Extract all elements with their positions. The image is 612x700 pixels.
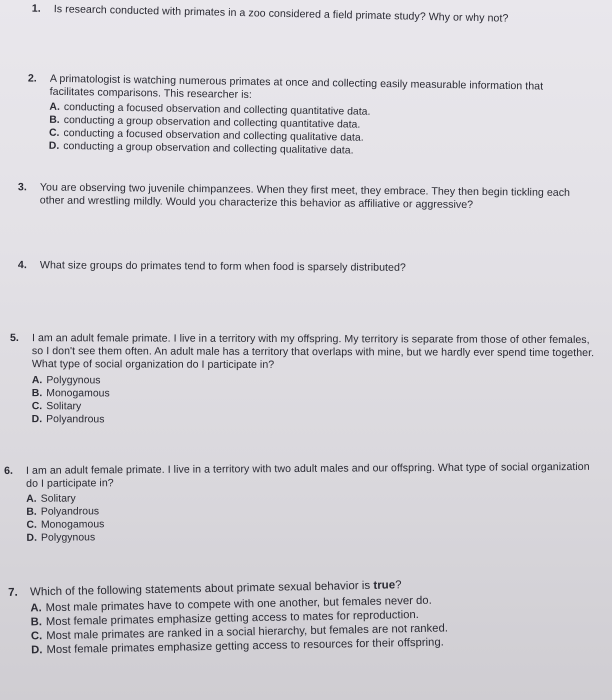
question-text-part: ? (395, 579, 402, 592)
answer-option (26, 528, 604, 545)
question-text: A primatologist is watching numerous primates at once and collecting easily measurable information that facilitates comparisons. This researcher is: (49, 72, 544, 102)
question-number: 3. (17, 181, 27, 194)
question-text: What size groups do primates tend to form when food is sparsely distributed? (39, 259, 406, 274)
option-letter: C. (26, 520, 37, 532)
question-4 (0, 259, 593, 276)
question-number: 4. (17, 259, 27, 272)
option-text: Monogamous (46, 387, 110, 400)
option-letter: D. (31, 413, 43, 425)
option-letter: A. (30, 602, 42, 615)
question-1 (0, 2, 592, 28)
option-text: Solitary (46, 400, 82, 412)
question-2 (0, 72, 588, 162)
question-6 (0, 461, 605, 546)
option-text: Most female primates emphasize getting access to mates for reproduction. (45, 609, 420, 629)
option-letter: D. (31, 644, 43, 657)
option-letter: B. (30, 616, 43, 629)
answer-options (27, 101, 588, 162)
option-letter: D. (48, 141, 60, 153)
answer-options (10, 374, 595, 428)
question-text: Is research conducted with primates in a zoo considered a field primate study? Why or why not? (53, 3, 509, 25)
option-text: conducting a group observation and collecting quantitative data. (63, 115, 361, 132)
option-letter: C. (30, 630, 43, 643)
option-letter: A. (49, 102, 61, 114)
question-number: 7. (8, 586, 18, 599)
option-text: conducting a focused observation and collecting qualitative data. (63, 128, 364, 145)
question-5 (0, 332, 595, 428)
question-text: I am an adult female primate. I live in a territory with my offspring. My territory is separate from those of other females, so I don't see them often. An adult male has a territory that overlaps with mine, but we hardly ever spend time together. What type of social organization do I participate in? (31, 332, 595, 372)
option-text: Most male primates are ranked in a social hierarchy, but females are not ranked. (46, 622, 449, 643)
option-letter: C. (31, 400, 43, 412)
answer-options (4, 489, 604, 545)
option-letter: A. (31, 374, 43, 386)
answer-options (8, 591, 609, 659)
option-letter: B. (31, 387, 43, 399)
answer-option (32, 413, 595, 428)
question-number: 6. (3, 464, 14, 477)
option-text: conducting a focused observation and collecting quantitative data. (63, 102, 371, 119)
question-number: 5. (9, 332, 19, 345)
question-number: 2. (27, 72, 37, 85)
question-7 (0, 574, 609, 658)
option-letter: D. (26, 533, 38, 545)
option-letter: B. (26, 507, 37, 519)
question-number: 1. (31, 2, 41, 15)
option-text: Most male primates have to compete with one another, but females never do. (45, 594, 432, 615)
option-text: Solitary (40, 493, 76, 506)
option-text: Most female primates emphasize getting access to resources for their offspring. (46, 636, 444, 657)
question-text-emphasis: true (373, 579, 396, 592)
option-text: Polyandrous (40, 506, 100, 519)
option-text: Polygynous (40, 532, 96, 545)
question-text: You are observing two juvenile chimpanzees. When they first meet, they embrace. They then begin tickling each other and wrestling mildly. Would you characterize this behavior as affiliative or aggressive? (39, 181, 571, 212)
option-text: conducting a group observation and collecting qualitative data. (63, 141, 354, 158)
option-letter: A. (26, 494, 37, 506)
question-3 (0, 181, 593, 214)
option-text: Polyandrous (46, 413, 105, 426)
option-text: Monogamous (40, 519, 105, 532)
question-text: I am an adult female primate. I live in a territory with two adult males and our offspring. What type of social organization do I participate in? (25, 460, 590, 491)
option-text: Polygynous (46, 374, 101, 387)
question-text-part: Which of the following statements about primate sexual behavior is (30, 579, 374, 599)
option-letter: B. (49, 115, 60, 127)
option-letter: C. (48, 128, 60, 140)
